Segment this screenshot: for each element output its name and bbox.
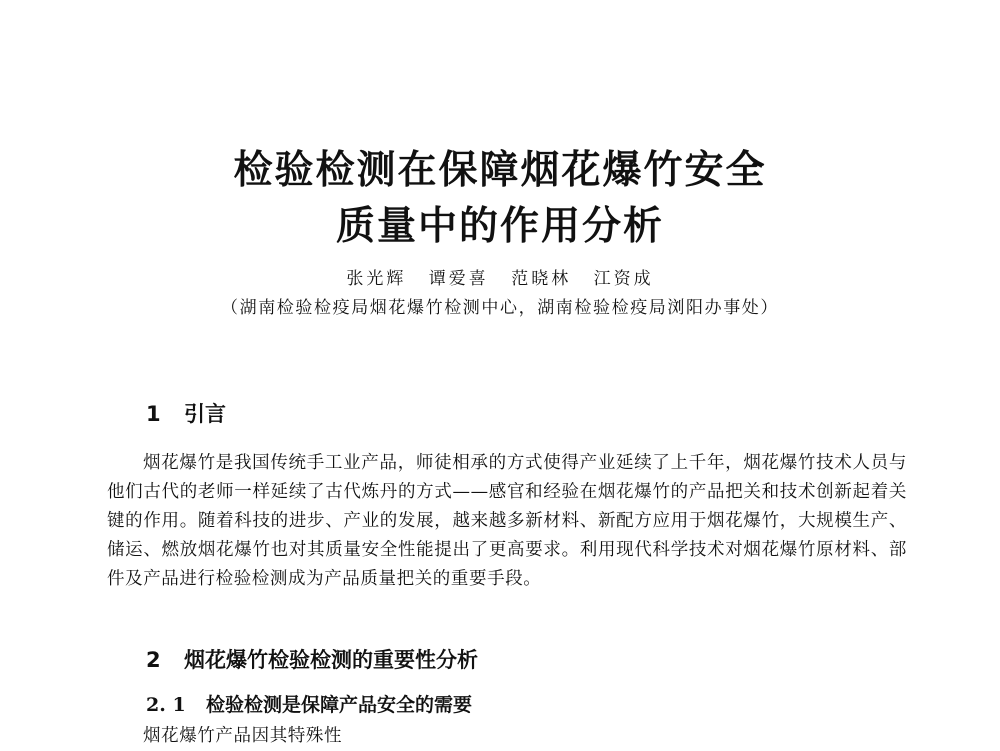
article-title-line-2: 质量中的作用分析 [335,204,664,249]
section-number: 2 [146,648,161,672]
author-list: 张光辉 谭爱喜 范晓林 江资成 [346,269,654,289]
section-title: 烟花爆竹检验检测的重要性分析 [184,648,478,672]
article-title-line-1: 检验检测在保障烟花爆竹安全 [233,148,767,193]
section-heading-importance [146,646,478,674]
subsection-heading-product-safety [146,692,472,718]
subsection-number: 2. 1 [146,694,186,716]
introduction-paragraph: 烟花爆竹是我国传统手工业产品，师徒相承的方式使得产业延续了上千年，烟花爆竹技术人员与他们古代的老师一样延续了古代炼丹的方式——感官和经验在烟花爆竹的产品把关和技术创新起着关键的作用。随着科技的进步、产业的发展，越来越多新材料、新配方应用于烟花爆竹，大规模生产、储运、燃放烟花爆竹也对其质量安全性能提出了更高要求。利用现代科学技术对烟花爆竹原材料、部件及产品进行检验检测成为产品质量把关的重要手段。 [107,453,907,589]
author-affiliation: （湖南检验检疫局烟花爆竹检测中心，湖南检验检疫局浏阳办事处） [221,298,779,318]
section-heading-introduction [146,400,226,428]
section-number: 1 [146,402,161,426]
subsection-body-partial: 烟花爆竹产品因其特殊性 [143,726,343,746]
subsection-title: 检验检测是保障产品安全的需要 [206,694,473,716]
section-title: 引言 [184,402,226,426]
